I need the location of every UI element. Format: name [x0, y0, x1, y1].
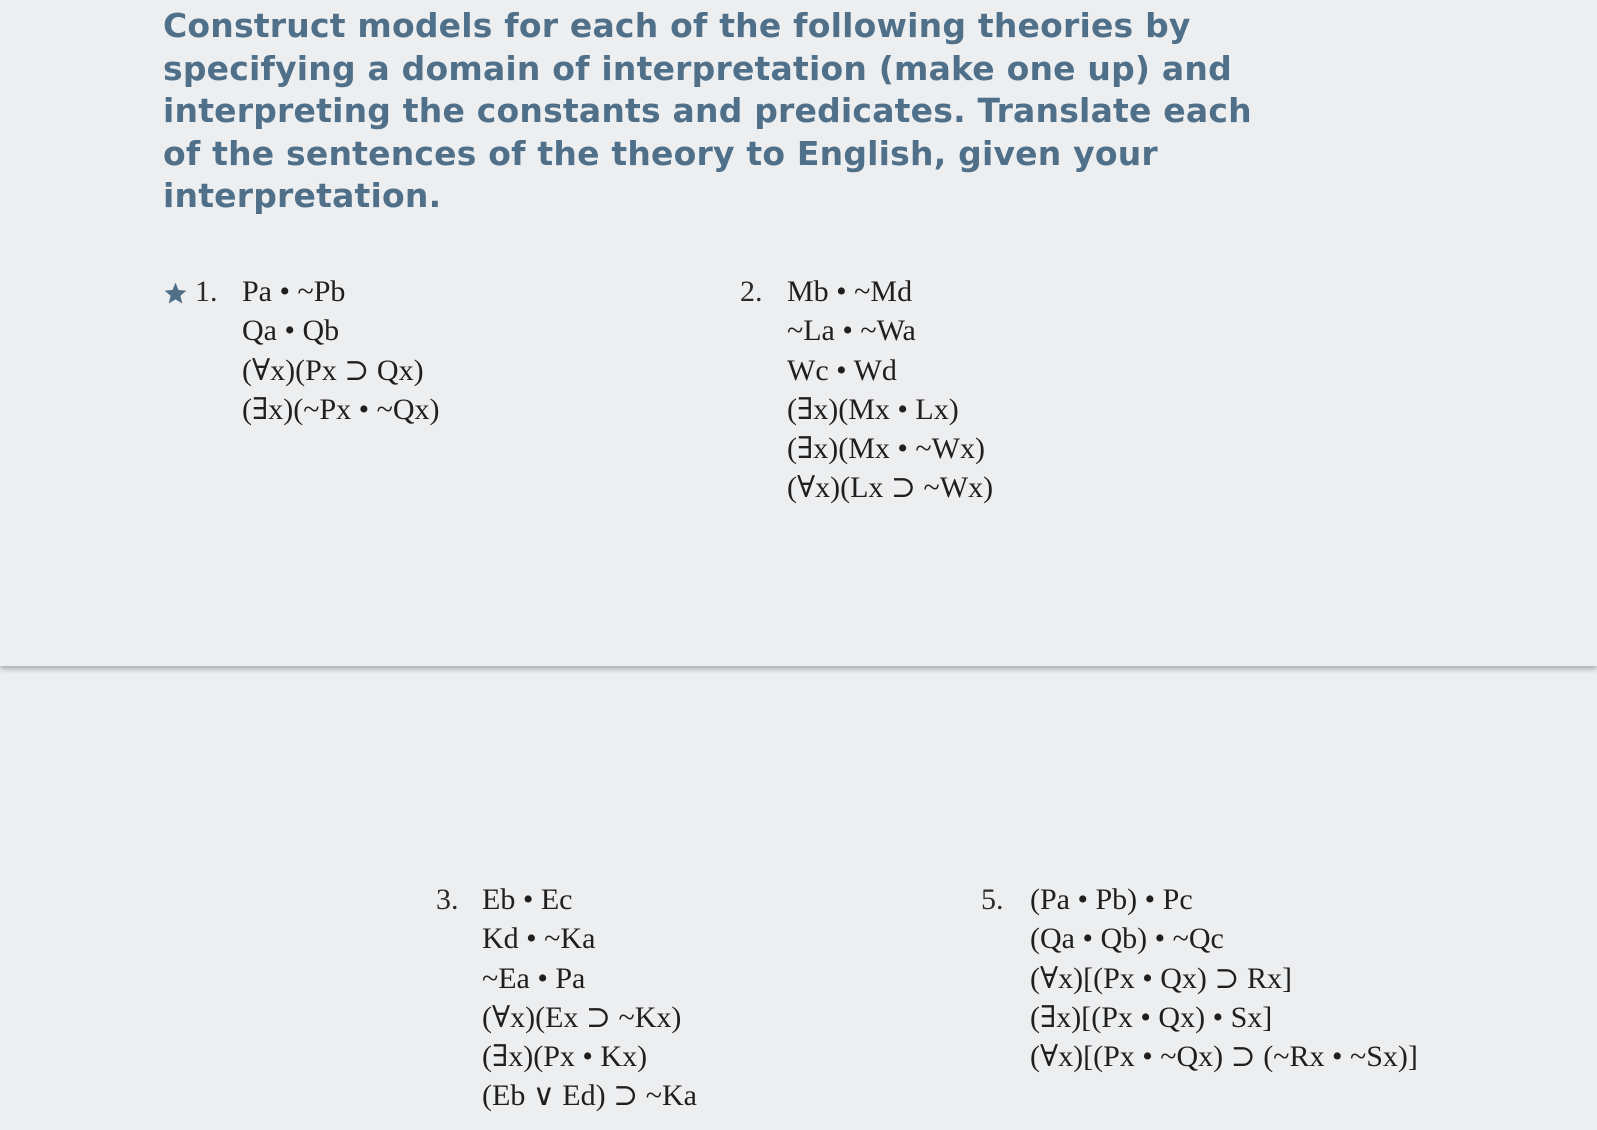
problem-number: 3. — [436, 883, 459, 916]
formula-line: (Eb ∨ Ed) ⊃ ~Ka — [482, 1079, 697, 1113]
formula-line: (∃x)(Mx • ~Wx) — [787, 432, 985, 466]
formula-line: (Pa • Pb) • Pc — [1030, 883, 1193, 916]
formula-line: (∀x)[(Px • ~Qx) ⊃ (~Rx • ~Sx)] — [1030, 1040, 1418, 1074]
formula-line: Kd • ~Ka — [482, 922, 596, 956]
formula-line: (Qa • Qb) • ~Qc — [1030, 922, 1224, 956]
formula-line: Qa • Qb — [242, 314, 340, 348]
star-icon — [163, 281, 188, 306]
formula-line: Mb • ~Md — [787, 275, 913, 308]
instructions-text: Construct models for each of the following theories by specifying a domain of interpretation (make one up) and interpreting the constants and predicates. Translate each of the sentences of the theory to English, given your interpretation. — [163, 6, 1252, 215]
formula-list — [1030, 880, 1418, 1076]
problem-number: 2. — [740, 275, 763, 308]
formula-line: (∃x)(Mx • Lx) — [787, 392, 959, 426]
problem-5 — [975, 880, 1495, 1100]
formula-line: ~Ea • Pa — [482, 961, 586, 995]
formula-line: (∀x)(Ex ⊃ ~Kx) — [482, 1000, 682, 1034]
problem-number: 5. — [981, 883, 1004, 916]
formula-line: Pa • ~Pb — [242, 275, 346, 308]
formula-line: ~La • ~Wa — [787, 314, 916, 348]
formula-line: (∃x)[(Px • Qx) • Sx] — [1030, 1000, 1273, 1034]
formula-line: (∀x)(Px ⊃ Qx) — [242, 353, 424, 387]
formula-line: Eb • Ec — [482, 883, 573, 916]
formula-list — [242, 272, 440, 429]
problem-3 — [430, 880, 850, 1130]
formula-list — [482, 880, 697, 1116]
formula-line: (∃x)(Px • Kx) — [482, 1040, 648, 1074]
formula-line: (∀x)[(Px • Qx) ⊃ Rx] — [1030, 961, 1293, 995]
formula-list — [787, 272, 993, 508]
formula-line: (∃x)(~Px • ~Qx) — [242, 392, 440, 426]
problem-1 — [163, 272, 563, 442]
formula-line: (∀x)(Lx ⊃ ~Wx) — [787, 471, 994, 505]
problem-number: 1. — [195, 275, 218, 308]
formula-line: Wc • Wd — [787, 353, 897, 387]
problem-2 — [735, 272, 1135, 522]
